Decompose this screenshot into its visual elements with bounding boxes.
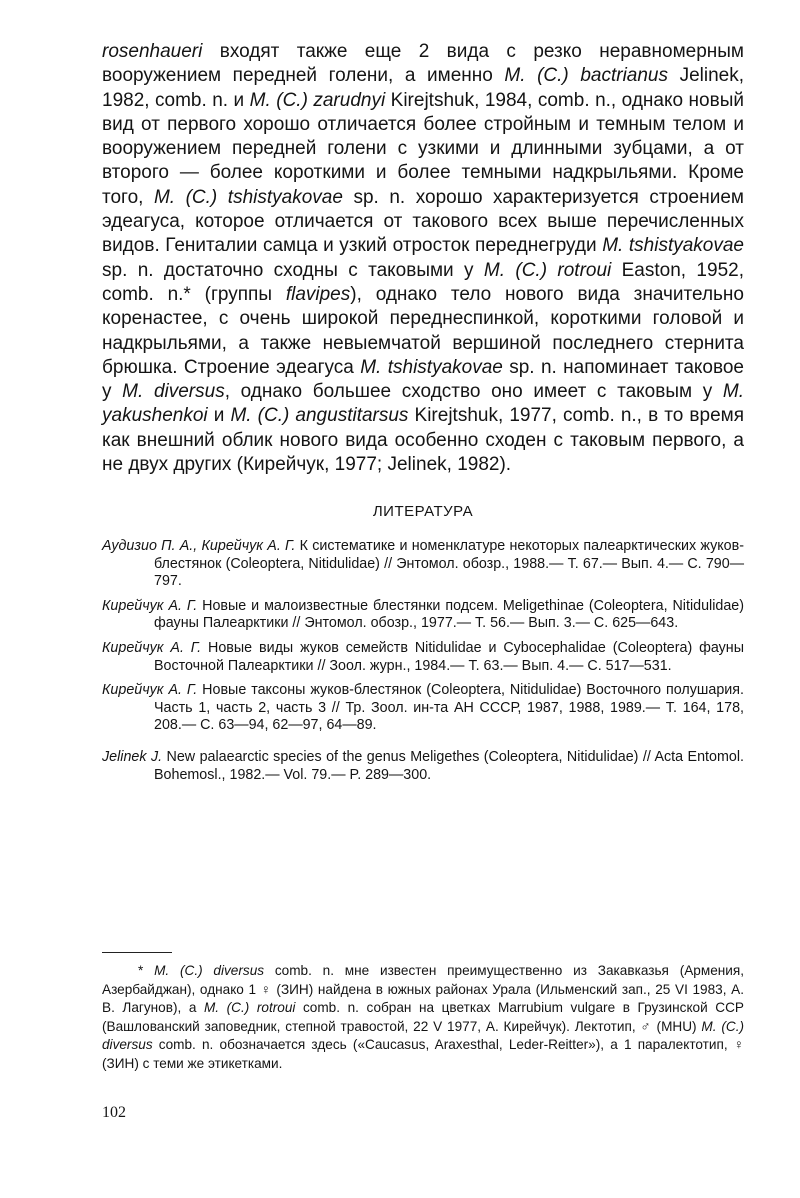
reference-item: [102, 749, 744, 784]
main-seg: M. (C.) tshistyakovae: [153, 186, 343, 208]
main-seg: M. (C.) rotroui: [483, 259, 612, 281]
reference-text: New palaearctic species of the genus Meligethes (Coleoptera, Nitidulidae) // Acta Entomol. Bohemosl., 1982.— Vol. 79.— P. 289—300.: [154, 748, 744, 783]
main-seg: ), однако тело нового вида значительно коренастее, с очень широкой переднеспинкой, короткими головой и надкрыльями, а также невыемчатой вершиной последнего стернита брюшка. Строение эдеагуса: [102, 283, 744, 378]
reference-text: Новые таксоны жуков-блестянок (Coleoptera, Nitidulidae) Восточного полушария. Часть 1, часть 2, часть 3 // Тр. Зоол. ин-та АН СССР, 1987, 1988, 1989.— Т. 164, 178, 208.— С. 63—94, 62—97, 64—89.: [154, 682, 744, 734]
main-seg: M. yakushenkoi: [102, 381, 744, 427]
reference-text: Новые виды жуков семейств Nitidulidae и Cybocephalidae (Coleoptera) фауны Восточной Палеарктики // Зоол. журн., 1984.— Т. 63.— Вып. 4.— С. 517—531.: [154, 639, 744, 674]
main-seg: , однако большее сходство оно имеет с таковым у: [224, 381, 723, 403]
footnote-divider: [102, 952, 172, 953]
footnote-seg: comb. n. обозначается здесь («Caucasus, Araxesthal, Leder-Reitter»), а 1 паралектотип, ♀ (ЗИН) с теми же этикетками.: [102, 1037, 744, 1071]
footnote-seg: M. (C.) diversus: [154, 963, 265, 978]
reference-text: К систематике и номенклатуре некоторых палеарктических жуков-блестянок (Coleoptera, Nitidulidae) // Энтомол. обозр., 1988.— Т. 67.— Вып. 4.— С. 790—797.: [154, 538, 744, 590]
main-seg: входят также еще 2 вида с резко неравномерным вооружением передней голени, а именно: [102, 41, 744, 87]
main-seg: и: [207, 405, 231, 427]
page-number: 102: [102, 1104, 126, 1121]
main-seg: Kirejtshuk, 1984, comb. n., однако новый вид от первого хорошо отличается более стройным и темным телом и вооружением передней голени с узкими и длинными зубцами, а от второго — более короткими и более темными надкрыльями. Кроме того,: [102, 89, 744, 208]
reference-author: Аудизио П. А., Кирейчук А. Г.: [102, 538, 296, 554]
reference-text: Новые и малоизвестные блестянки подсем. Meligethinae (Coleoptera, Nitidulidae) фауны Палеарктики // Энтомол. обозр., 1977.— Т. 56.— Вып. 3.— С. 625—643.: [154, 597, 744, 632]
main-seg: M. (C.) zarudnyi: [249, 89, 386, 111]
main-seg: sp. n. напоминает таковое у: [102, 356, 744, 403]
main-seg: Kirejtshuk, 1977, comb. n., в то время как внешний облик нового вида особенно сходен с таковым первого, а не двух других (Кирейчук, 1977; Jelinek, 1982).: [102, 405, 745, 476]
main-seg: sp. n. хорошо характеризуется строением эдеагуса, которое отличается от такового всех выше перечисленных видов. Гениталии самца и узкий отросток переднегруди: [102, 186, 744, 257]
main-seg: Easton, 1952, comb. n.* (группы: [102, 259, 744, 305]
footnote-seg: M. (C.) diversus: [102, 1018, 744, 1052]
footnote-seg: *: [138, 963, 155, 978]
main-seg: M. (C.) bactrianus: [504, 65, 668, 87]
main-seg: sp. n. достаточно сходны с таковыми у: [102, 259, 484, 281]
footnote-seg: M. (C.) rotroui: [203, 1000, 296, 1015]
main-paragraph: [102, 40, 744, 477]
reference-item: [102, 640, 744, 675]
footnote-seg: comb. n. собран на цветках Marrubium vulgare в Грузинской ССР (Вашлованский заповедник, степной травостой, 22 V 1977, А. Кирейчук). Лектотип, ♂ (MHU): [102, 1000, 744, 1034]
reference-item: [102, 538, 744, 591]
main-seg: Jelinek, 1982, comb. n. и: [102, 65, 745, 111]
reference-item: [102, 682, 744, 735]
reference-author: Jelinek J.: [102, 748, 163, 765]
reference-list: [102, 538, 744, 791]
references-heading: ЛИТЕРАТУРА: [372, 503, 474, 520]
reference-item: [102, 598, 744, 633]
main-seg: M. (C.) angustitarsus: [230, 405, 409, 427]
reference-author: Кирейчук А. Г.: [102, 639, 202, 656]
reference-author: Кирейчук А. Г.: [102, 682, 198, 699]
main-seg: M. tshistyakovae: [602, 235, 744, 257]
reference-author: Кирейчук А. Г.: [102, 597, 198, 614]
main-seg: flavipes: [285, 283, 351, 305]
footnote-seg: comb. n. мне известен преимущественно из Закавказья (Армения, Азербайджан), однако 1 ♀ (ЗИН) найдена в южных районах Урала (Ильменский зап., 25 VI 1983, А. В. Лагунов), а: [102, 963, 744, 1015]
main-seg: M. diversus: [122, 381, 225, 403]
main-seg: rosenhaueri: [102, 41, 203, 62]
main-seg: M. tshistyakovae: [360, 356, 503, 378]
footnote: [102, 962, 744, 1073]
